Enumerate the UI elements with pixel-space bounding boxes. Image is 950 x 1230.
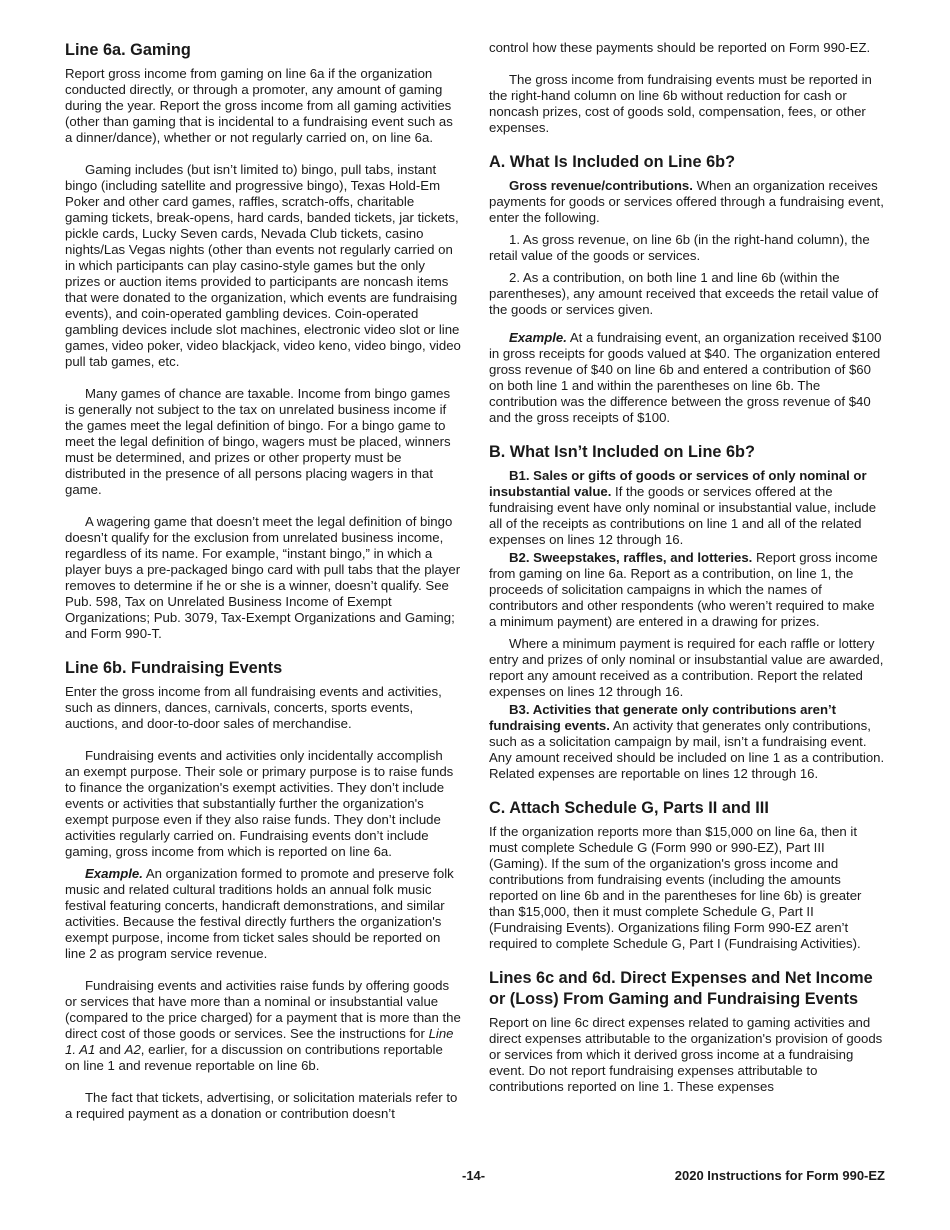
page-footer bbox=[0, 1168, 950, 1188]
heading-a: A. What Is Included on Line 6b? bbox=[489, 153, 736, 171]
right-column bbox=[489, 40, 885, 1111]
page-number: -14- bbox=[462, 1168, 486, 1183]
paragraph: If the organization reports more than $15,000 on line 6a, then it must complete Schedule G (Form 990 or 990-EZ), Part III (Gaming). If the sum of the organization's gross income and contributions from fundraising events (including the amounts reported on line 6b and in the parentheses for line 6b) is greater than $15,000, then it must complete Schedule G, Part II (Fundraising Events). Organizations filing Form 990-EZ aren’t required to complete Schedule G, Part I (Fundraising Activities). bbox=[489, 824, 862, 951]
paragraph bbox=[489, 178, 885, 226]
paragraph: Report gross income from gaming on line 6a if the organization conducted directly, or through a promoter, any amount of gaming during the year. Report the gross income from all gaming activities (other than gaming that is incidental to a fundraising event such as a dinner/dance), whether or not regularly carried on, on line 6a. bbox=[65, 66, 453, 145]
example-label: Example. bbox=[85, 866, 143, 881]
label: B3. Activities that generate only contributions aren’t fundraising events. bbox=[489, 702, 837, 733]
label: B2. Sweepstakes, raffles, and lotteries. bbox=[509, 550, 753, 565]
paragraph: Fundraising events and activities only incidentally accomplish an exempt purpose. Their sole or primary purpose is to raise funds to finance the organization's exempt activities. They don’t include events or activities that substantially further the organization's exempt purpose even if they also raise funds. They don’t include activities regularly carried on. Fundraising events don’t include gaming, gross income from which is reported on line 6a. bbox=[65, 748, 454, 859]
paragraph bbox=[65, 978, 461, 1074]
label: Gross revenue/contributions. bbox=[509, 178, 693, 193]
text: If the goods or services offered at the fundraising event have only nominal or insubstantial value, include all of the receipts as contributions on line 1 and all of the related expenses on lines 12 through 16. bbox=[489, 484, 877, 547]
paragraph: The fact that tickets, advertising, or solicitation materials refer to a required payment as a donation or contribution doesn’t bbox=[65, 1090, 458, 1121]
paragraph bbox=[489, 702, 885, 782]
reference: A2 bbox=[124, 1042, 141, 1057]
paragraph: Report on line 6c direct expenses related to gaming activities and direct expenses attributable to the organization's provision of goods or services from which it derived gross income at a fundraising event. Do not report fundraising expenses attributable to contributions reported on line 1. These expenses bbox=[489, 1015, 883, 1094]
list-item: 2. As a contribution, on both line 1 and line 6b (within the parentheses), any amount received that exceeds the retail value of the goods or services given. bbox=[489, 270, 879, 317]
text: and bbox=[95, 1042, 125, 1057]
left-column bbox=[65, 40, 461, 1138]
text: , earlier, for a discussion on contributions reportable on line 1 and revenue reportable on line 6b. bbox=[65, 1042, 443, 1073]
heading-line-6b: Line 6b. Fundraising Events bbox=[65, 659, 283, 677]
heading-d: Lines 6c and 6d. Direct Expenses and Net Income or (Loss) From Gaming and Fundraising Events bbox=[489, 969, 873, 1008]
paragraph: Enter the gross income from all fundraising events and activities, such as dinners, dances, carnivals, concerts, sports events, auctions, and door-to-door sales of merchandise. bbox=[65, 684, 442, 731]
example-text: An organization formed to promote and preserve folk music and related cultural traditions holds an annual folk music festival featuring concerts, handicraft demonstrations, and similar activities. Because the festival directly furthers the organization's exempt purpose, income from ticket sales should be reported on line 2 as program service revenue. bbox=[65, 866, 454, 961]
paragraph bbox=[489, 550, 885, 630]
paragraph: The gross income from fundraising events must be reported in the right-hand column on line 6b without reduction for cash or noncash prizes, cost of goods sold, compensation, fees, or other expenses. bbox=[489, 72, 872, 135]
example-paragraph bbox=[65, 866, 461, 962]
paragraph: control how these payments should be reported on Form 990-EZ. bbox=[489, 40, 871, 55]
list-item: 1. As gross revenue, on line 6b (in the right-hand column), the retail value of the goods or services. bbox=[489, 232, 870, 263]
heading-c: C. Attach Schedule G, Parts II and III bbox=[489, 799, 769, 817]
paragraph: Many games of chance are taxable. Income from bingo games is generally not subject to the tax on unrelated business income if the games meet the legal definition of bingo. For a bingo game to meet the legal definition of bingo, wagers must be placed, winners must be determined, and prizes or other property must be distributed in the presence of all persons placing wagers in that game. bbox=[65, 386, 451, 497]
heading-b: B. What Isn’t Included on Line 6b? bbox=[489, 443, 755, 461]
text: An activity that generates only contributions, such as a solicitation campaign by mail, isn’t a fundraising event. Any amount received should be included on line 1 as a contribution. Related expenses are reportable on lines 12 through 16. bbox=[489, 718, 885, 781]
example-text: At a fundraising event, an organization received $100 in gross receipts for goods valued at $40. The organization entered gross revenue of $40 on line 6b and entered a contribution of $60 on both line 1 and within the parentheses on line 6b. The contribution was the difference between the gross revenue of $40 and the gross receipts of $100. bbox=[489, 330, 882, 425]
text: Report gross income from gaming on line 6a. Report as a contribution, on line 1, the proceeds of solicitation campaigns in which the names of contributors and other respondents (who weren’t required to make a minimum payment) are entered in a drawing for prizes. bbox=[489, 550, 878, 629]
paragraph: Gaming includes (but isn’t limited to) bingo, pull tabs, instant bingo (including satellite and progressive bingo), Texas Hold-Em Poker and other card games, raffles, scratch-offs, charitable gaming tickets, break-opens, hard cards, banded tickets, jar tickets, pickle cards, Lucky Seven cards, Nevada Club tickets, casino nights/Las Vegas nights (other than events not regularly carried on in which participants can play casino-style games but the only prizes or auction items provided to participants are noncash items that were donated to the organization, which events are fundraising events), and coin-operated gambling devices. Coin-operated gambling devices include slot machines, electronic video slot or line games, video poker, video blackjack, video keno, video bingo, video pull tab games, etc. bbox=[65, 162, 461, 369]
heading-line-6a: Line 6a. Gaming bbox=[65, 41, 191, 59]
form-title: 2020 Instructions for Form 990-EZ bbox=[674, 1168, 885, 1183]
paragraph: A wagering game that doesn’t meet the legal definition of bingo doesn’t qualify for the exclusion from unrelated business income, regardless of its name. For example, “instant bingo,” in which a player buys a pre-packaged bingo card with pull tabs that the player removes to determine if he or she is a winner, doesn’t qualify. See Pub. 598, Tax on Unrelated Business Income of Exempt Organizations; Pub. 3079, Tax-Exempt Organizations and Gaming; and Form 990-T. bbox=[65, 514, 461, 641]
text: When an organization receives payments for goods or services offered through a fundraising event, enter the following. bbox=[489, 178, 884, 225]
text: Fundraising events and activities raise funds by offering goods or services that have more than a nominal or insubstantial value (compared to the price charged) for a payment that is more than the direct cost of those goods or services. See the instructions for bbox=[65, 978, 461, 1041]
reference: Line 1. A1 bbox=[65, 1026, 454, 1057]
label: B1. Sales or gifts of goods or services of only nominal or insubstantial value. bbox=[489, 468, 867, 499]
paragraph bbox=[489, 468, 885, 548]
example-paragraph bbox=[489, 330, 885, 426]
paragraph: Where a minimum payment is required for each raffle or lottery entry and prizes of only nominal or insubstantial value are awarded, report any amount received as a contribution. Report the related expenses on lines 12 through 16. bbox=[489, 636, 884, 699]
example-label: Example. bbox=[509, 330, 567, 345]
